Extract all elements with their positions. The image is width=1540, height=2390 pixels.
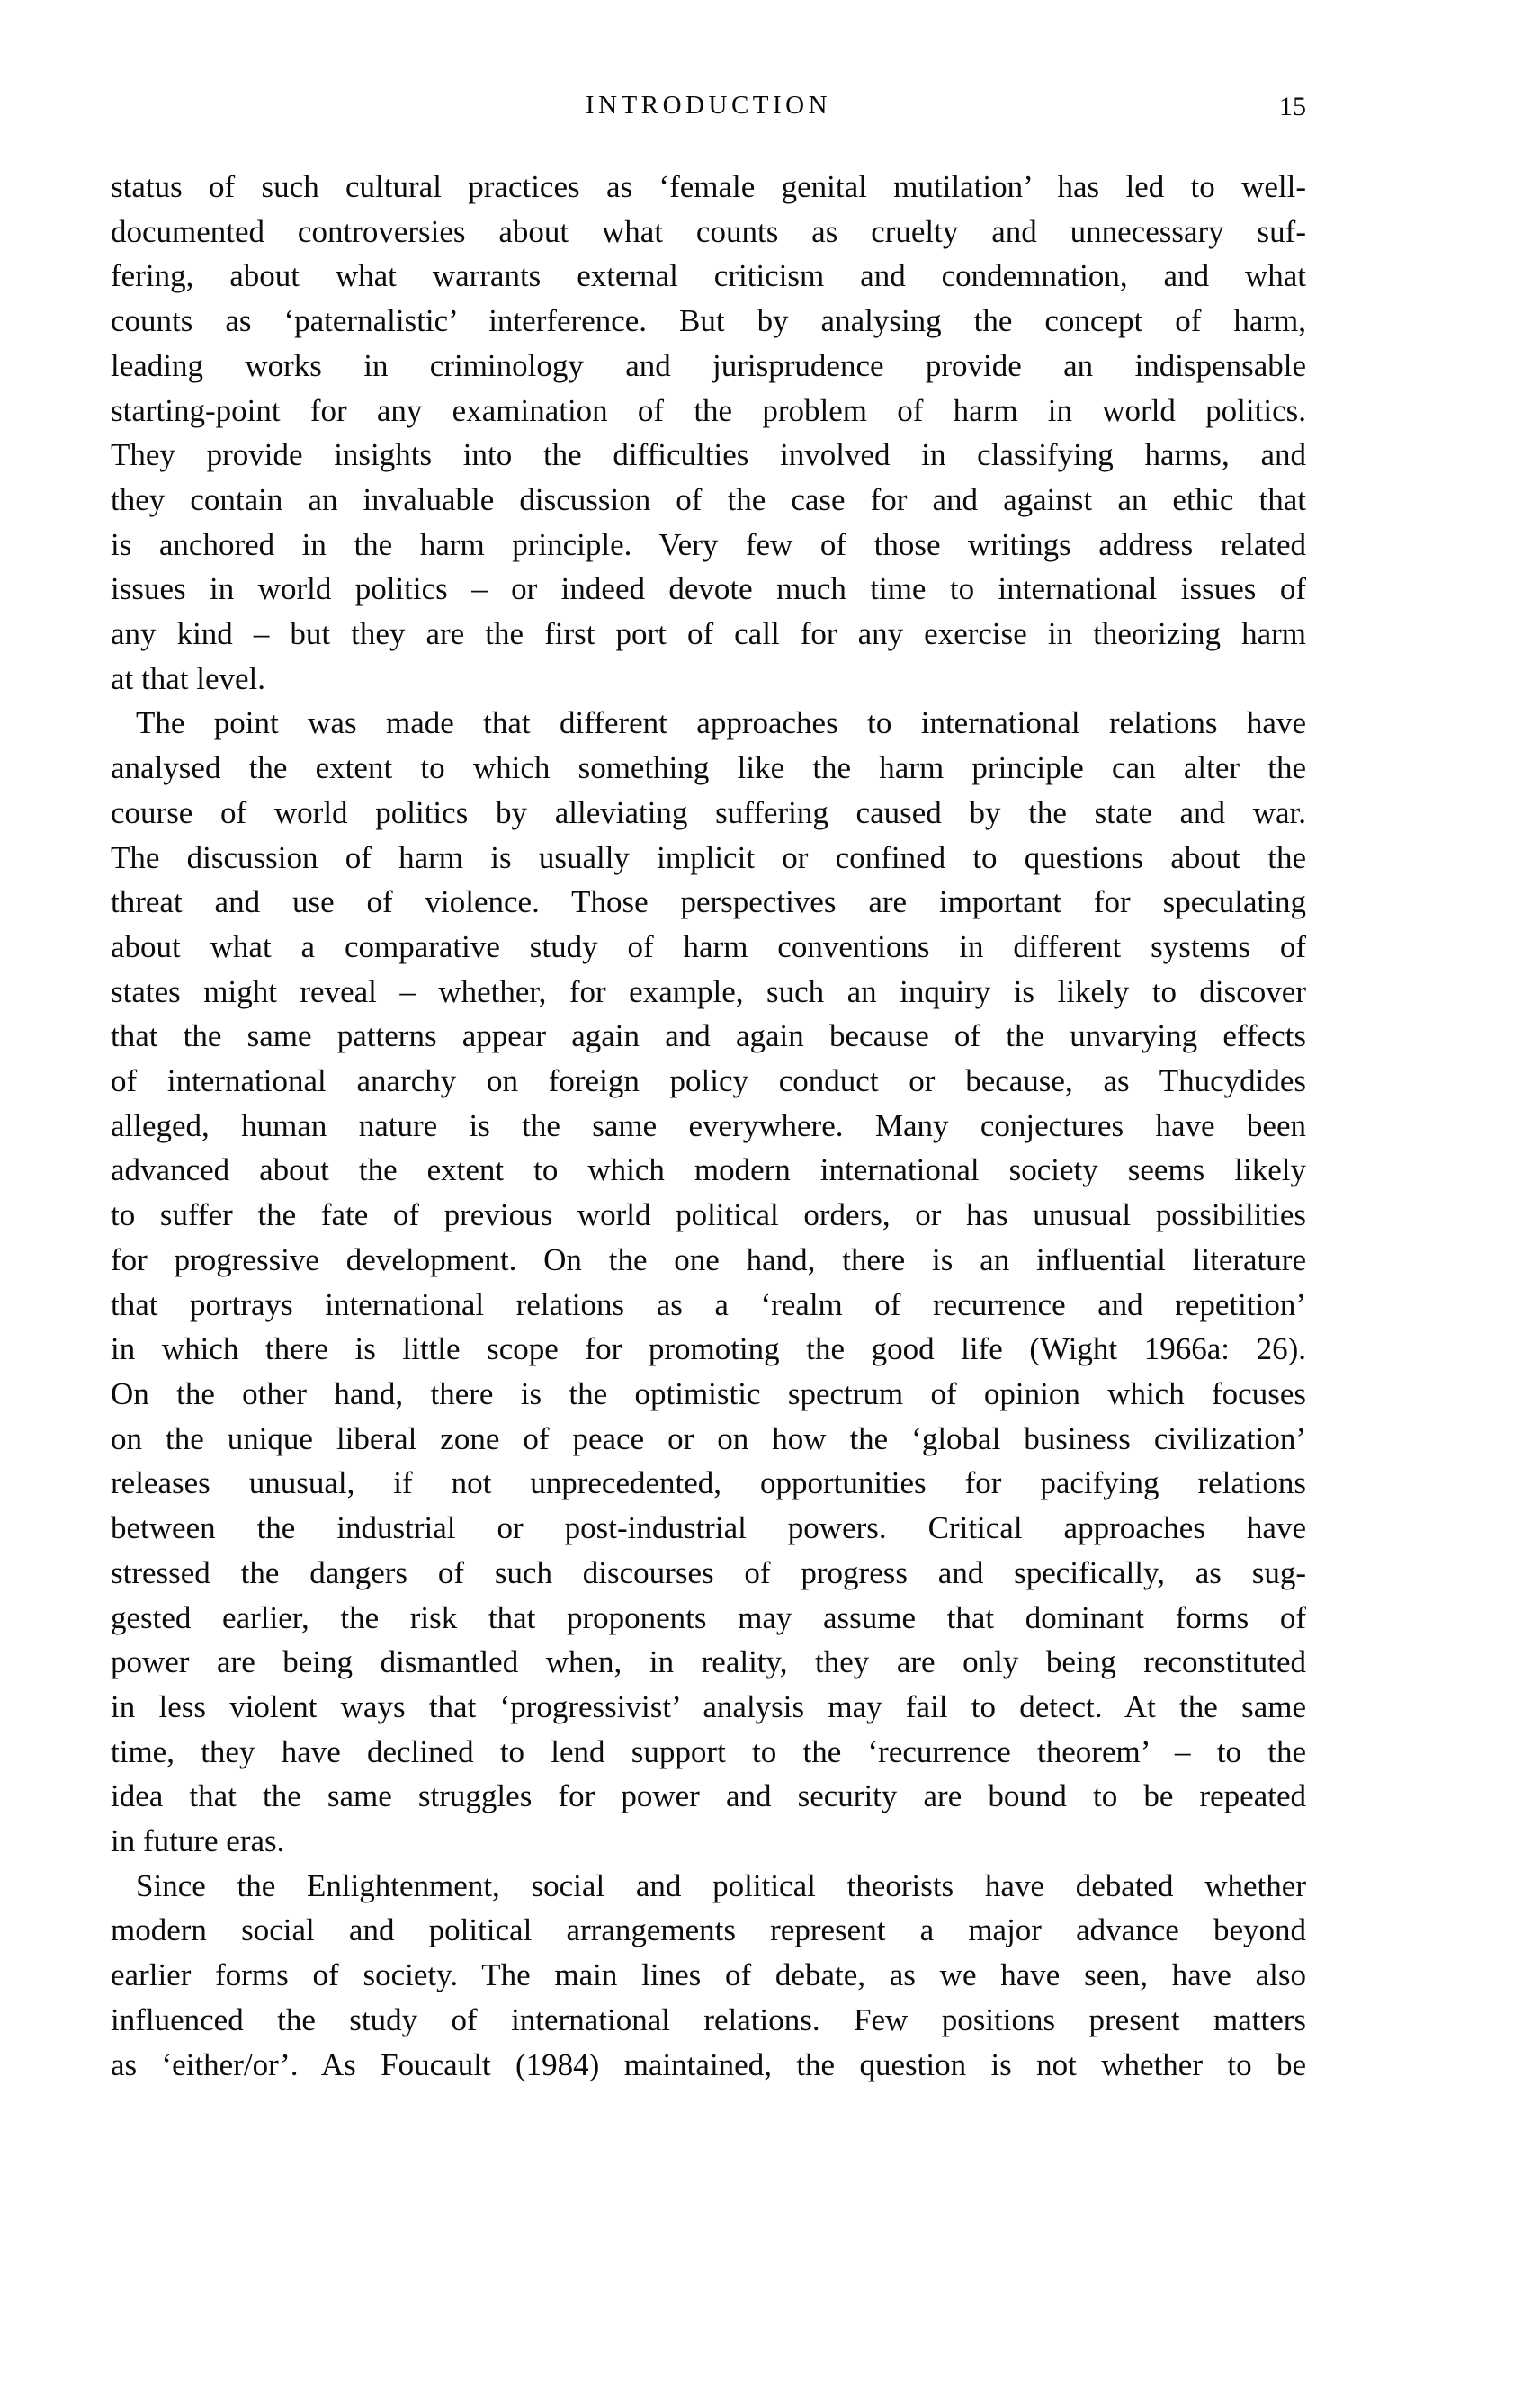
paragraph-1 [111,165,1306,701]
text-line: issues in world politics – or indeed devote much time to international issues of [111,571,1306,607]
text-line: in which there is little scope for promoting the good life (Wight 1966a: 26). [111,1331,1306,1367]
page-number: 15 [1279,92,1306,121]
text-line: threat and use of violence. Those perspectives are important for speculating [111,884,1306,920]
page-body [111,165,1306,2087]
text-line: The point was made that different approaches to international relations have [136,705,1306,741]
text-line: states might reveal – whether, for example, such an inquiry is likely to discover [111,973,1306,1009]
text-line: Since the Enlightenment, social and political theorists have debated whether [136,1867,1306,1903]
running-header-title: INTRODUCTION [585,91,832,120]
text-line: stressed the dangers of such discourses of progress and specifically, as sug- [111,1554,1306,1590]
text-line: starting-point for any examination of the problem of harm in world politics. [111,392,1306,428]
text-line: modern social and political arrangements represent a major advance beyond [111,1912,1306,1948]
page-header [111,91,1306,127]
text-line: they contain an invaluable discussion of the case for and against an ethic that [111,481,1306,517]
text-line: at that level. [111,660,266,696]
text-line: is anchored in the harm principle. Very few of those writings address related [111,526,1306,562]
text-line: alleged, human nature is the same everywhere. Many conjectures have been [111,1107,1306,1143]
paragraph-3 [111,1864,1306,2088]
text-line: status of such cultural practices as ‘female genital mutilation’ has led to well- [111,169,1306,204]
text-line: gested earlier, the risk that proponents may assume that dominant forms of [111,1599,1306,1635]
text-line: analysed the extent to which something like the harm principle can alter the [111,750,1306,786]
text-line: any kind – but they are the first port of call for any exercise in theorizing harm [111,616,1306,652]
text-line: to suffer the fate of previous world political orders, or has unusual possibilities [111,1197,1306,1233]
text-line: as ‘either/or’. As Foucault (1984) maintained, the question is not whether to be [111,2046,1306,2082]
text-line: time, they have declined to lend support to the ‘recurrence theorem’ – to the [111,1733,1306,1769]
text-line: about what a comparative study of harm conventions in different systems of [111,928,1306,964]
text-line: They provide insights into the difficulties involved in classifying harms, and [111,437,1306,473]
text-line: on the unique liberal zone of peace or on how the ‘global business civilization’ [111,1420,1306,1456]
text-line: leading works in criminology and jurisprudence provide an indispensable [111,347,1306,383]
text-line: idea that the same struggles for power and security are bound to be repeated [111,1778,1306,1814]
text-line: fering, about what warrants external criticism and condemnation, and what [111,258,1306,294]
text-line: On the other hand, there is the optimistic spectrum of opinion which focuses [111,1375,1306,1411]
text-line: in less violent ways that ‘progressivist’ analysis may fail to detect. At the same [111,1688,1306,1724]
text-line: The discussion of harm is usually implicit or confined to questions about the [111,839,1306,875]
text-line: power are being dismantled when, in reality, they are only being reconstituted [111,1644,1306,1680]
text-line: counts as ‘paternalistic’ interference. But by analysing the concept of harm, [111,303,1306,339]
text-line: advanced about the extent to which modern international society seems likely [111,1152,1306,1188]
text-line: earlier forms of society. The main lines of debate, as we have seen, have also [111,1957,1306,1993]
text-line: between the industrial or post-industrial powers. Critical approaches have [111,1510,1306,1546]
text-line: of international anarchy on foreign policy conduct or because, as Thucydides [111,1063,1306,1099]
text-line: for progressive development. On the one hand, there is an influential literature [111,1241,1306,1277]
paragraph-2 [111,701,1306,1863]
text-line: that portrays international relations as a ‘realm of recurrence and repetition’ [111,1286,1306,1322]
text-line: releases unusual, if not unprecedented, opportunities for pacifying relations [111,1465,1306,1501]
text-line: course of world politics by alleviating suffering caused by the state and war. [111,794,1306,830]
text-line: in future eras. [111,1823,285,1859]
text-line: influenced the study of international relations. Few positions present matters [111,2001,1306,2037]
text-line: documented controversies about what counts as cruelty and unnecessary suf- [111,213,1306,249]
text-line: that the same patterns appear again and again because of the unvarying effects [111,1018,1306,1054]
